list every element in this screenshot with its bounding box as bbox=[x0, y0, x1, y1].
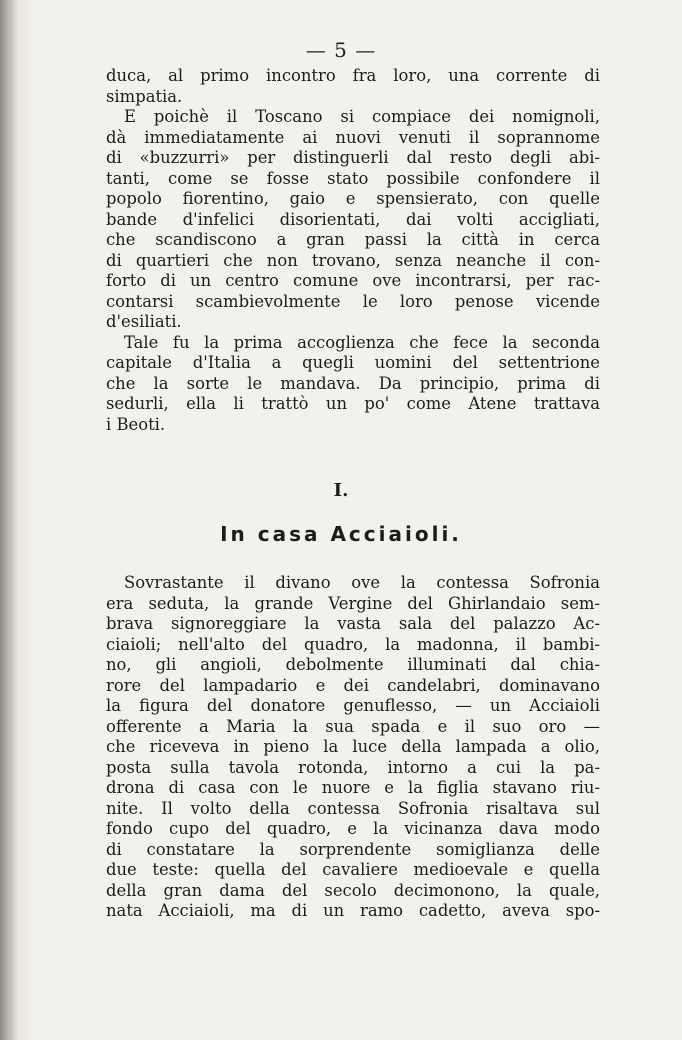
text-line: capitale d'Italia a quegli uomini del settentrione bbox=[106, 353, 600, 372]
chapter-title: In casa Acciaioli. bbox=[220, 522, 462, 546]
text-line: contarsi scambievolmente le loro penose vicende bbox=[106, 291, 600, 311]
text-line: simpatia. bbox=[106, 86, 183, 106]
text-line: brava signoreggiare la vasta sala del palazzo Ac- bbox=[106, 614, 600, 633]
text-line: sedurli, ella li trattò un po' come Atene trattava bbox=[106, 394, 600, 413]
text-line: era seduta, la grande Vergine del Ghirlandaio sem- bbox=[106, 593, 600, 613]
text-line: duca, al primo incontro fra loro, una corrente di bbox=[106, 66, 600, 85]
intro-paragraphs bbox=[106, 66, 600, 435]
chapter-number: I. bbox=[333, 480, 349, 501]
text-line: ciaioli; nell'alto del quadro, la madonna, il bambi- bbox=[106, 634, 600, 654]
text-line: offerente a Maria la sua spada e il suo oro — bbox=[106, 716, 600, 736]
text-line: che scandiscono a gran passi la città in cerca bbox=[106, 230, 600, 249]
text-line: due teste: quella del cavaliere medioevale e quella bbox=[106, 860, 600, 879]
text-line: nite. Il volto della contessa Sofronia risaltava sul bbox=[106, 798, 600, 818]
text-line: che la sorte le mandava. Da principio, prima di bbox=[106, 373, 600, 393]
text-line: nata Acciaioli, ma di un ramo cadetto, aveva spo- bbox=[106, 901, 600, 920]
text-line: bande d'infelici disorientati, dai volti accigliati, bbox=[106, 209, 600, 229]
text-line: tanti, come se fosse stato possibile confondere il bbox=[106, 168, 600, 188]
text-line: di quartieri che non trovano, senza neanche il con- bbox=[106, 250, 600, 270]
text-line: i Beoti. bbox=[106, 414, 166, 434]
text-line: Tale fu la prima accoglienza che fece la seconda bbox=[124, 332, 600, 352]
text-line: della gran dama del secolo decimonono, la quale, bbox=[106, 880, 600, 900]
chapter-body bbox=[106, 573, 600, 922]
text-line: posta sulla tavola rotonda, intorno a cui la pa- bbox=[106, 757, 600, 777]
text-line: dà immediatamente ai nuovi venuti il soprannome bbox=[106, 127, 600, 147]
text-line: forto di un centro comune ove incontrarsi, per rac- bbox=[106, 271, 600, 290]
text-line: rore del lampadario e dei candelabri, dominavano bbox=[106, 675, 600, 695]
text-line: d'esiliati. bbox=[106, 312, 182, 331]
text-line: drona di casa con le nuore e la figlia stavano riu- bbox=[106, 778, 600, 797]
text-line: di «buzzurri» per distinguerli dal resto degli abi- bbox=[106, 148, 600, 167]
text-line: popolo fiorentino, gaio e spensierato, con quelle bbox=[106, 189, 600, 208]
book-spine-shadow bbox=[0, 0, 18, 1040]
text-line: di constatare la sorprendente somiglianza delle bbox=[106, 839, 600, 859]
text-line: che riceveva in pieno la luce della lampada a olio, bbox=[106, 737, 600, 756]
text-line: Sovrastante il divano ove la contessa Sofronia bbox=[124, 573, 600, 592]
page-number: — 5 — bbox=[305, 38, 377, 62]
text-line: la figura del donatore genuflesso, — un Acciaioli bbox=[106, 696, 600, 715]
text-line: no, gli angioli, debolmente illuminati dal chia- bbox=[106, 655, 600, 674]
text-line: E poichè il Toscano si compiace dei nomignoli, bbox=[124, 107, 600, 126]
text-line: fondo cupo del quadro, e la vicinanza dava modo bbox=[106, 819, 600, 838]
